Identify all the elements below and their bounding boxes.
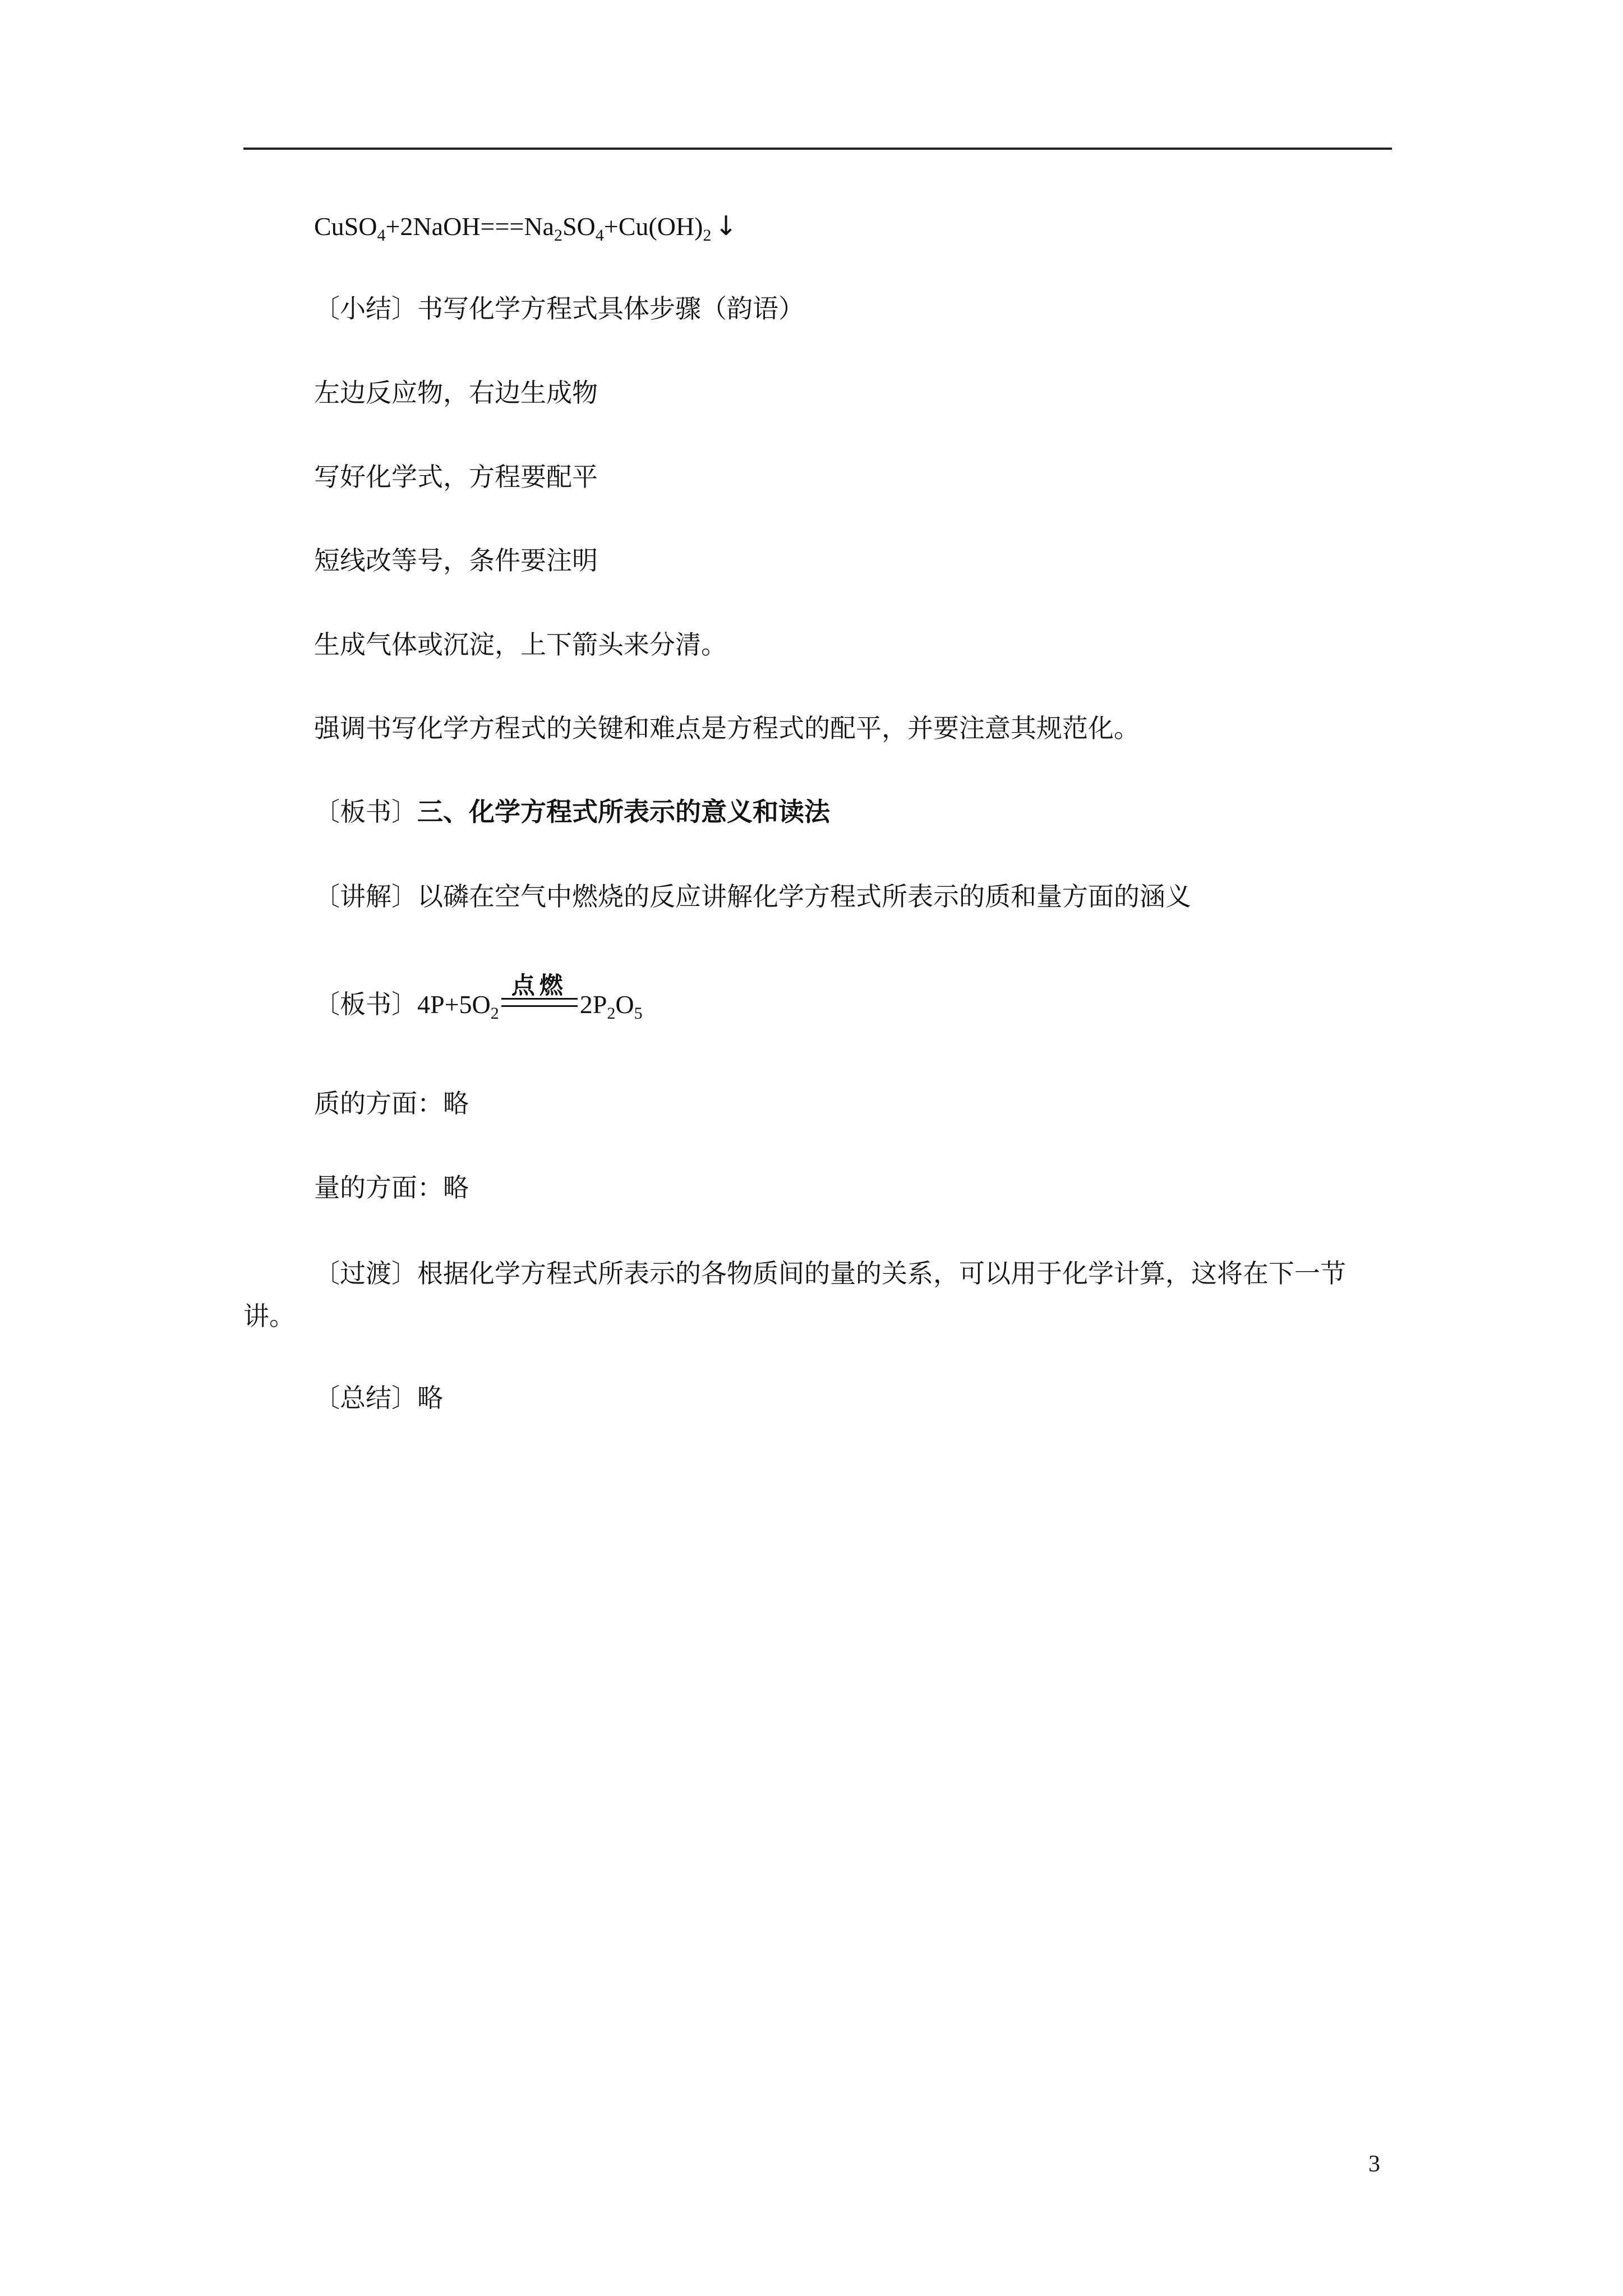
equation-reactants: $4P+5O_2$ — [417, 990, 499, 1023]
equation-cuso4-naoh: $CuSO_4+2NaOH===Na_2SO_4+Cu(OH)_2$ ↓ — [314, 210, 737, 245]
board-equation-prefix: 〔板书〕 — [314, 989, 417, 1019]
verse-line-2: 写好化学式，方程要配平 — [314, 462, 598, 492]
board-heading — [314, 795, 830, 829]
conclusion-line: 〔总结〕略 — [314, 1383, 443, 1413]
header-rule — [243, 148, 1392, 150]
transition-paragraph: 〔过渡〕根据化学方程式所表示的各物质间的量的关系，可以用于化学计算，这将在下一节讲。 — [243, 1258, 1346, 1331]
summary-heading: 〔小结〕书写化学方程式具体步骤（韵语） — [314, 293, 804, 324]
quantity-line: 量的方面：略 — [314, 1172, 469, 1203]
explain-line: 〔讲解〕以磷在空气中燃烧的反应讲解化学方程式所表示的质和量方面的涵义 — [314, 881, 1191, 912]
precipitate-arrow-icon: ↓ — [714, 210, 737, 242]
equation-products: $2P_2O_5$ — [579, 990, 643, 1023]
board-equation — [314, 972, 643, 1023]
equals-sign — [501, 998, 578, 1007]
verse-line-4: 生成气体或沉淀，上下箭头来分清。 — [314, 629, 727, 660]
condition-label: 点燃 — [511, 972, 568, 999]
quality-line: 质的方面：略 — [314, 1088, 469, 1119]
board-heading-title: 三、化学方程式所表示的意义和读法 — [417, 797, 830, 827]
verse-line-1: 左边反应物，右边生成物 — [314, 378, 598, 408]
verse-line-3: 短线改等号，条件要注明 — [314, 545, 598, 576]
reaction-condition — [501, 972, 578, 1022]
board-heading-prefix: 〔板书〕 — [314, 797, 417, 827]
page-number: 3 — [1368, 2151, 1380, 2177]
emphasis-line: 强调书写化学方程式的关键和难点是方程式的配平，并要注意其规范化。 — [314, 713, 1140, 743]
